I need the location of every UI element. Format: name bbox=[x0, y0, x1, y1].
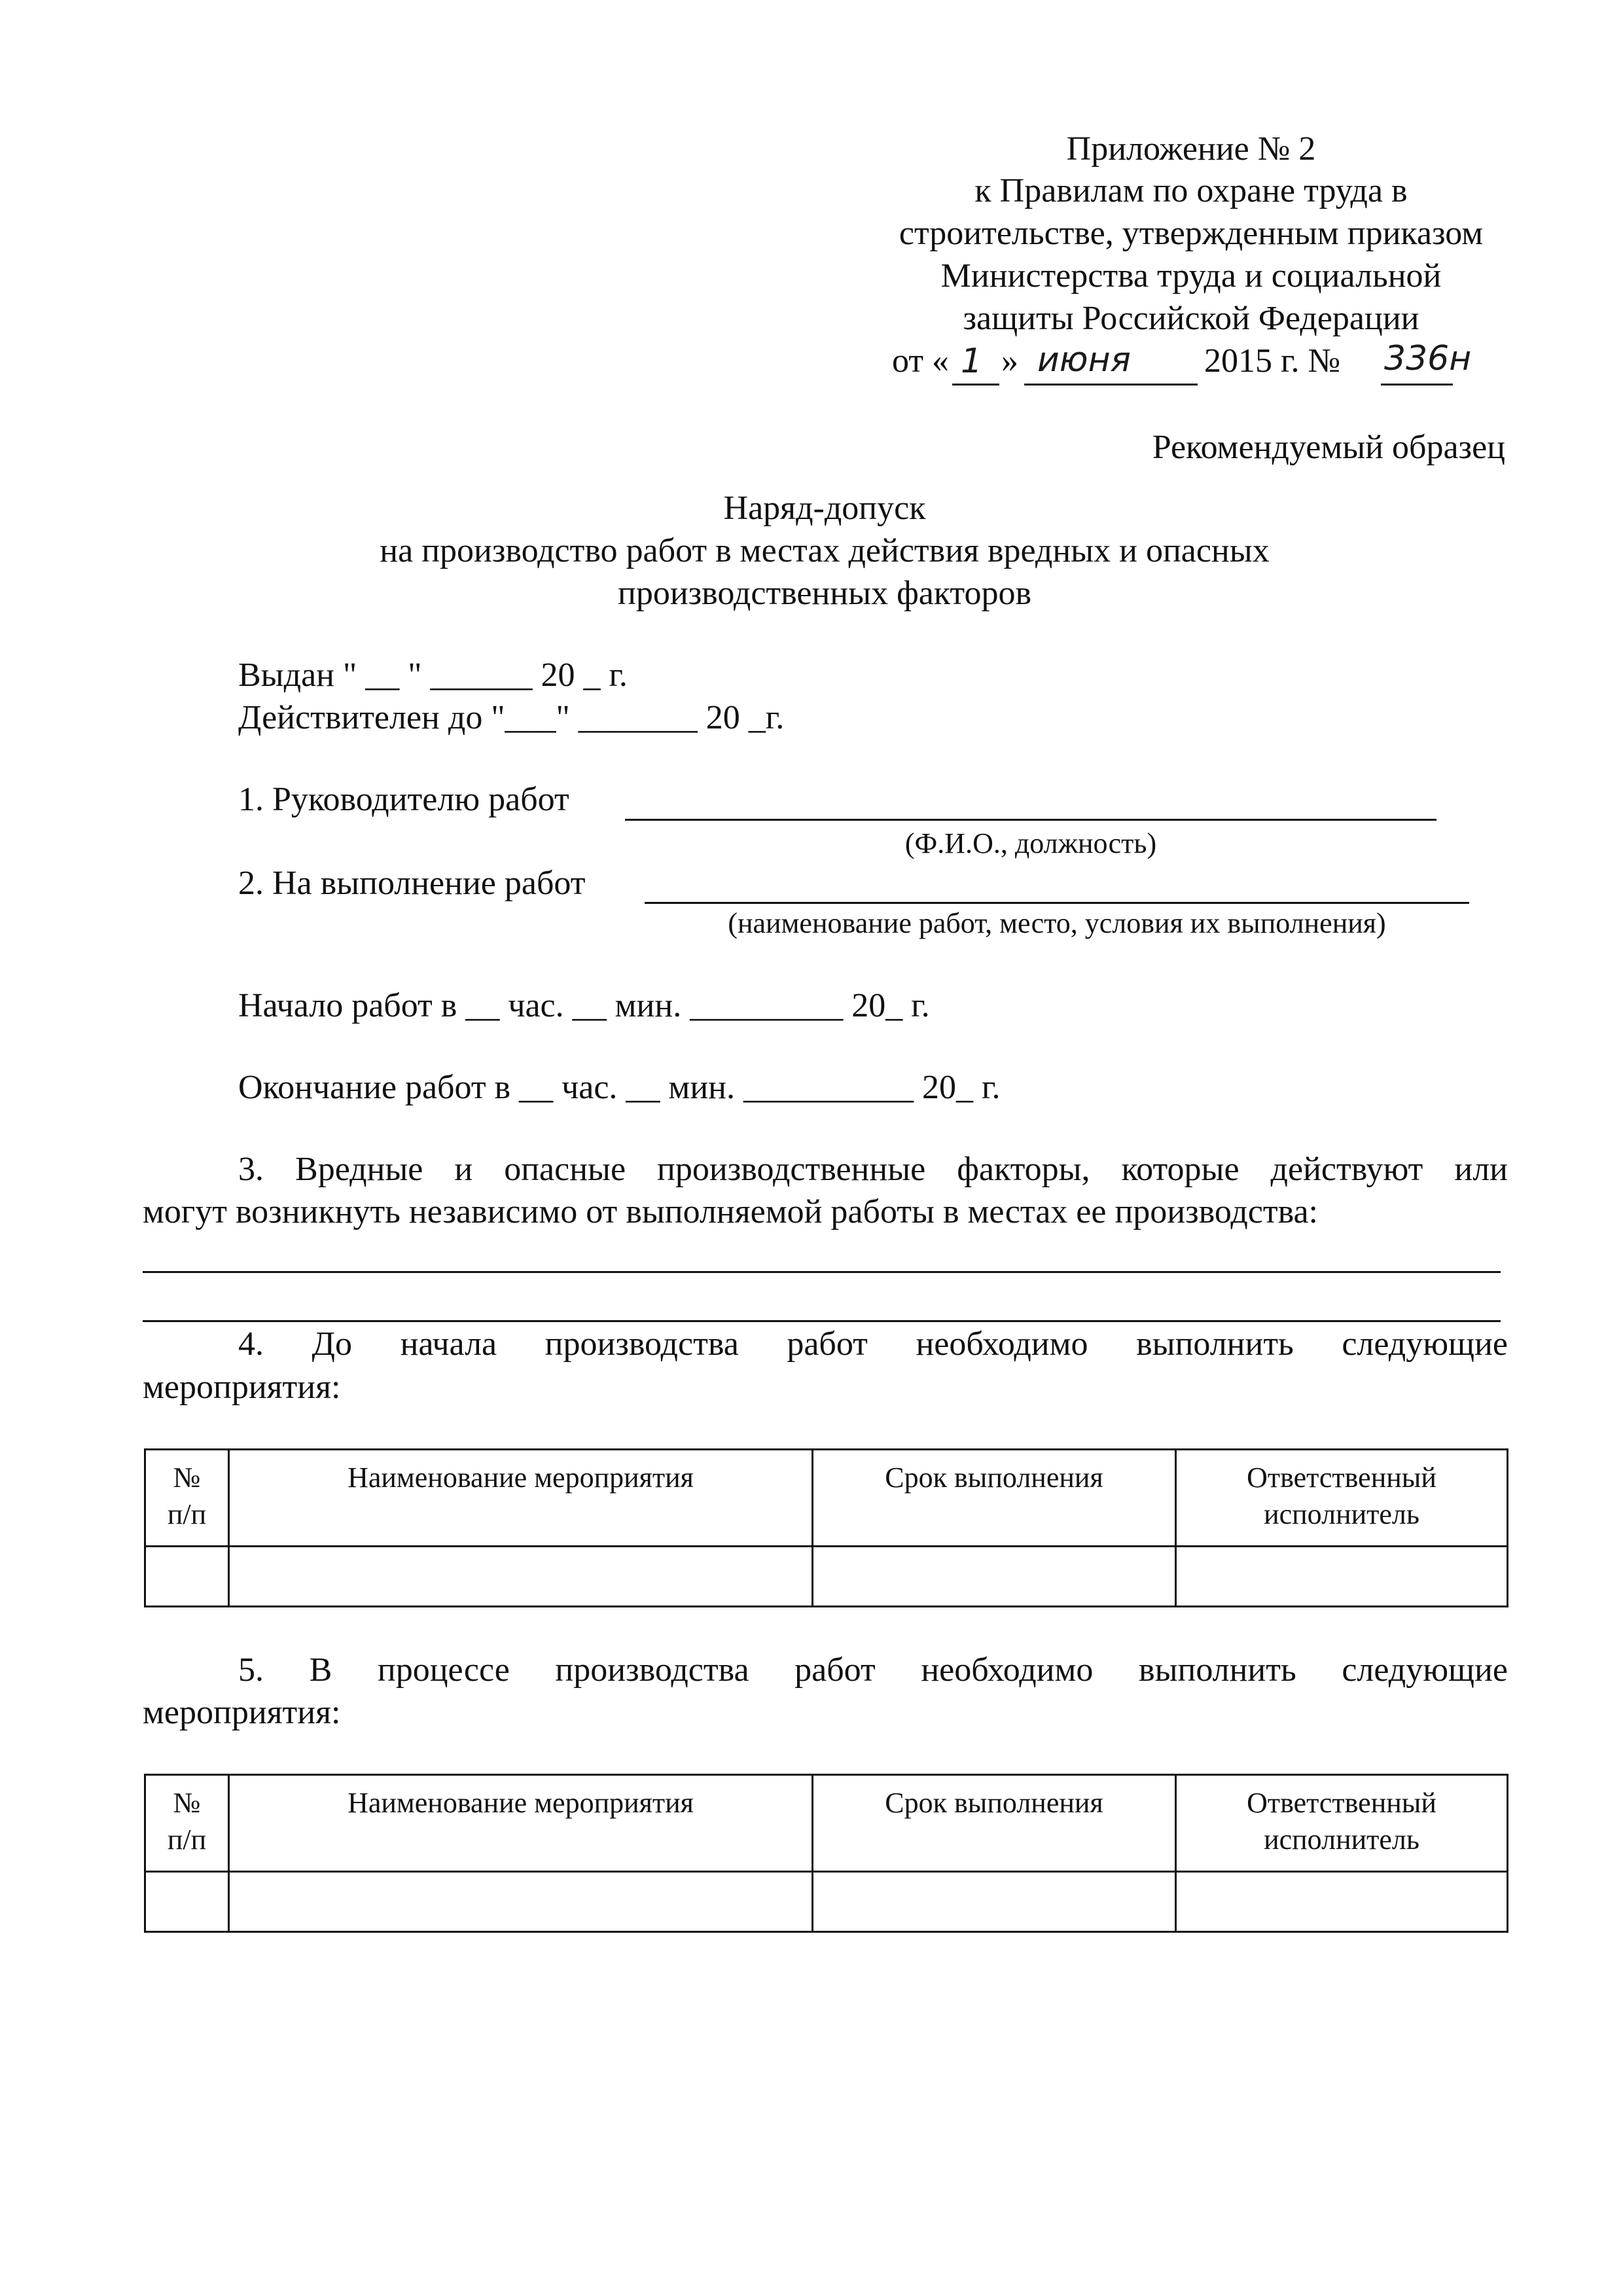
table-header-row bbox=[145, 1450, 1508, 1547]
appendix-line-3: строительстве, утвержденным приказом bbox=[899, 215, 1484, 252]
order-day-handwritten: 1 bbox=[961, 342, 983, 381]
table-cell-empty bbox=[229, 1547, 813, 1607]
col-number-header bbox=[145, 1450, 229, 1547]
pre-work-measures-table bbox=[144, 1448, 1508, 1607]
table-cell-empty bbox=[813, 1872, 1176, 1932]
table-row bbox=[145, 1547, 1508, 1607]
table-cell-empty bbox=[145, 1547, 229, 1607]
in-process-measures-table bbox=[144, 1774, 1508, 1933]
document-title: Наряд-допуск bbox=[723, 490, 926, 527]
order-date-prefix: от « bbox=[892, 342, 950, 380]
order-month-handwritten: июня bbox=[1037, 340, 1131, 380]
col-name-header: Наименование мероприятия bbox=[229, 1775, 813, 1872]
hazards-field-line-2 bbox=[143, 1320, 1501, 1322]
order-day-underline bbox=[952, 384, 999, 386]
table-header-row bbox=[145, 1775, 1508, 1872]
work-end-line: Окончание работ в __ час. __ мин. __________ 20_ г. bbox=[238, 1069, 1001, 1106]
table-row bbox=[145, 1872, 1508, 1932]
col-responsible-header bbox=[1176, 1775, 1508, 1872]
recommended-sample-label: Рекомендуемый образец bbox=[1152, 429, 1505, 466]
order-year-and-number-label: 2015 г. № bbox=[1204, 342, 1341, 380]
hazards-field-line-1 bbox=[143, 1271, 1501, 1273]
item-4-line-2: мероприятия: bbox=[143, 1369, 341, 1406]
appendix-line-5: защиты Российской Федерации bbox=[963, 300, 1419, 337]
item-4-line-1: 4. До начала производства работ необходимо выполнить следующие bbox=[238, 1325, 1508, 1363]
appendix-line-4: Министерства труда и социальной bbox=[940, 257, 1442, 295]
item-5-line-2: мероприятия: bbox=[143, 1694, 341, 1731]
item-2-hint: (наименование работ, место, условия их выполнения) bbox=[728, 907, 1386, 939]
appendix-title: Приложение № 2 bbox=[1066, 130, 1316, 168]
col-responsible-header-line-2: исполнитель bbox=[1264, 1498, 1419, 1530]
table-cell-empty bbox=[1176, 1547, 1508, 1607]
work-start-line: Начало работ в __ час. __ мин. _________ 20_ г. bbox=[238, 987, 930, 1024]
col-number-header-line-1: № bbox=[173, 1787, 201, 1819]
item-2-label: 2. На выполнение работ bbox=[238, 865, 586, 902]
order-number-handwritten: 336н bbox=[1384, 339, 1472, 378]
item-3-line-1: 3. Вредные и опасные производственные факторы, которые действуют или bbox=[238, 1151, 1508, 1188]
document-subtitle-line-2: производственных факторов bbox=[617, 575, 1032, 612]
col-deadline-header: Срок выполнения bbox=[813, 1775, 1176, 1872]
item-5-line-1: 5. В процессе производства работ необходимо выполнить следующие bbox=[238, 1651, 1508, 1689]
table-cell-empty bbox=[1176, 1872, 1508, 1932]
appendix-line-2: к Правилам по охране труда в bbox=[974, 172, 1408, 209]
table-cell-empty bbox=[229, 1872, 813, 1932]
document-subtitle-line-1: на производство работ в местах действия вредных и опасных bbox=[380, 532, 1270, 569]
col-responsible-header-line-2: исполнитель bbox=[1264, 1823, 1419, 1856]
table-cell-empty bbox=[813, 1547, 1176, 1607]
issued-date-line: Выдан " __ " ______ 20 _ г. bbox=[238, 656, 628, 694]
valid-until-line: Действителен до "___" _______ 20 _г. bbox=[238, 699, 785, 736]
table-cell-empty bbox=[145, 1872, 229, 1932]
col-deadline-header: Срок выполнения bbox=[813, 1450, 1176, 1547]
item-1-hint: (Ф.И.О., должность) bbox=[904, 827, 1157, 859]
col-name-header: Наименование мероприятия bbox=[229, 1450, 813, 1547]
col-responsible-header-line-1: Ответственный bbox=[1247, 1787, 1436, 1819]
order-number-underline bbox=[1381, 384, 1453, 386]
item-3-line-2: могут возникнуть независимо от выполняемой работы в местах ее производства: bbox=[143, 1193, 1319, 1230]
work-manager-field-line bbox=[625, 819, 1436, 821]
item-1-label: 1. Руководителю работ bbox=[238, 781, 569, 818]
col-number-header-line-2: п/п bbox=[167, 1823, 207, 1856]
order-month-underline bbox=[1024, 384, 1198, 386]
col-number-header bbox=[145, 1775, 229, 1872]
work-description-field-line bbox=[645, 902, 1469, 904]
col-number-header-line-1: № bbox=[173, 1462, 201, 1494]
col-responsible-header bbox=[1176, 1450, 1508, 1547]
order-date-mid: » bbox=[1001, 342, 1018, 380]
col-number-header-line-2: п/п bbox=[167, 1498, 207, 1530]
col-responsible-header-line-1: Ответственный bbox=[1247, 1462, 1436, 1494]
